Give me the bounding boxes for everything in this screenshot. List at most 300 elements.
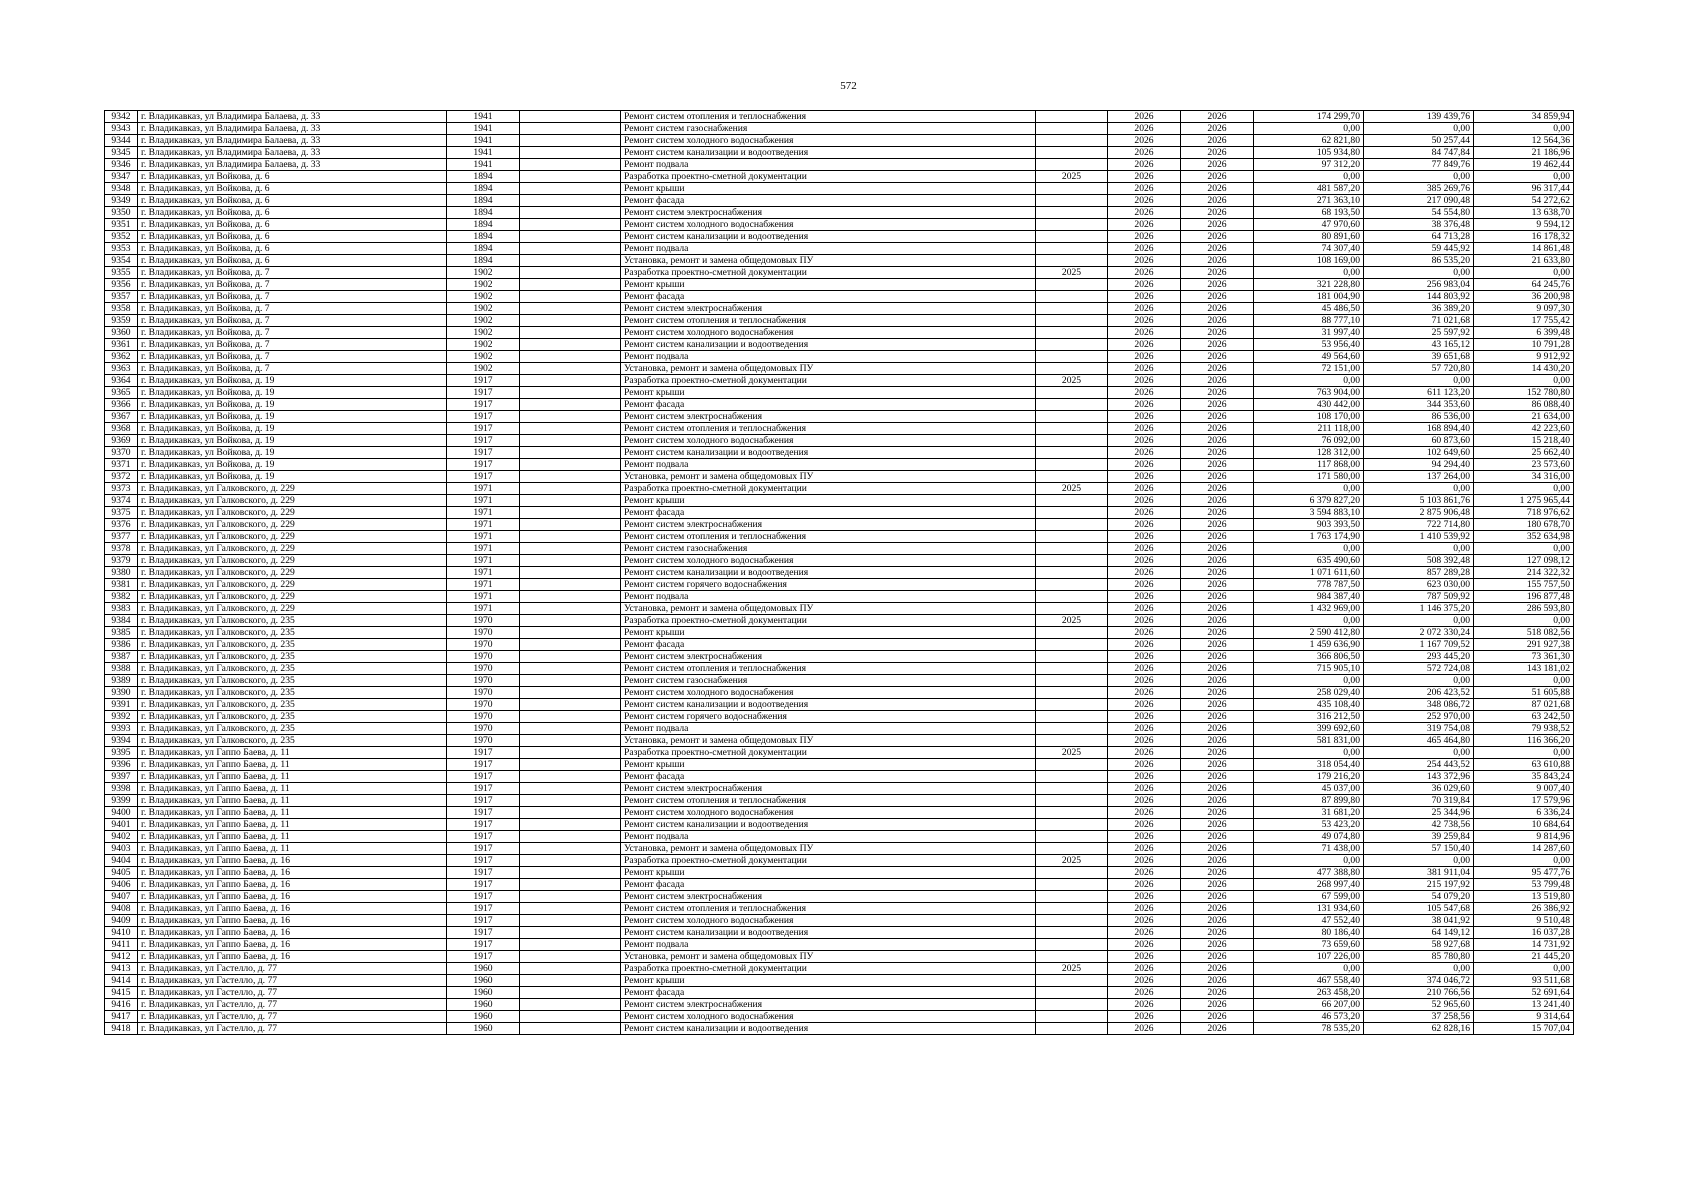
owner-share-cell: 19 462,44 xyxy=(1474,159,1574,171)
plan-end-year-cell: 2026 xyxy=(1181,495,1254,507)
owner-share-cell: 10 684,64 xyxy=(1474,819,1574,831)
work-type-cell: Ремонт подвала xyxy=(621,591,1036,603)
design-year-cell xyxy=(1036,639,1108,651)
address-cell: г. Владикавказ, ул Гастелло, д. 77 xyxy=(138,1011,447,1023)
owner-share-cell: 93 511,68 xyxy=(1474,975,1574,987)
row-number-cell: 9372 xyxy=(105,471,138,483)
total-cost-cell: 108 170,00 xyxy=(1254,411,1364,423)
empty-col-cell xyxy=(520,255,621,267)
owner-share-cell: 21 633,80 xyxy=(1474,255,1574,267)
fund-share-cell: 38 376,48 xyxy=(1364,219,1474,231)
plan-start-year-cell: 2026 xyxy=(1108,255,1181,267)
build-year-cell: 1971 xyxy=(447,531,520,543)
owner-share-cell: 21 634,00 xyxy=(1474,411,1574,423)
fund-share-cell: 77 849,76 xyxy=(1364,159,1474,171)
build-year-cell: 1971 xyxy=(447,567,520,579)
total-cost-cell: 2 590 412,80 xyxy=(1254,627,1364,639)
design-year-cell xyxy=(1036,351,1108,363)
address-cell: г. Владикавказ, ул Гаппо Баева, д. 11 xyxy=(138,843,447,855)
empty-col-cell xyxy=(520,771,621,783)
plan-end-year-cell: 2026 xyxy=(1181,831,1254,843)
empty-col-cell xyxy=(520,279,621,291)
fund-share-cell: 94 294,40 xyxy=(1364,459,1474,471)
design-year-cell xyxy=(1036,135,1108,147)
owner-share-cell: 86 088,40 xyxy=(1474,399,1574,411)
plan-end-year-cell: 2026 xyxy=(1181,891,1254,903)
owner-share-cell: 14 287,60 xyxy=(1474,843,1574,855)
row-number-cell: 9385 xyxy=(105,627,138,639)
owner-share-cell: 9 594,12 xyxy=(1474,219,1574,231)
row-number-cell: 9418 xyxy=(105,1023,138,1035)
build-year-cell: 1917 xyxy=(447,927,520,939)
plan-end-year-cell: 2026 xyxy=(1181,255,1254,267)
address-cell: г. Владикавказ, ул Войкова, д. 19 xyxy=(138,411,447,423)
address-cell: г. Владикавказ, ул Гаппо Баева, д. 16 xyxy=(138,951,447,963)
build-year-cell: 1917 xyxy=(447,891,520,903)
address-cell: г. Владикавказ, ул Гаппо Баева, д. 16 xyxy=(138,939,447,951)
fund-share-cell: 60 873,60 xyxy=(1364,435,1474,447)
plan-end-year-cell: 2026 xyxy=(1181,459,1254,471)
table-row xyxy=(105,267,1574,279)
address-cell: г. Владикавказ, ул Владимира Балаева, д. 33 xyxy=(138,147,447,159)
plan-end-year-cell: 2026 xyxy=(1181,951,1254,963)
owner-share-cell: 0,00 xyxy=(1474,123,1574,135)
plan-end-year-cell: 2026 xyxy=(1181,615,1254,627)
build-year-cell: 1917 xyxy=(447,471,520,483)
address-cell: г. Владикавказ, ул Владимира Балаева, д. 33 xyxy=(138,111,447,123)
total-cost-cell: 778 787,50 xyxy=(1254,579,1364,591)
empty-col-cell xyxy=(520,147,621,159)
address-cell: г. Владикавказ, ул Войкова, д. 19 xyxy=(138,423,447,435)
plan-start-year-cell: 2026 xyxy=(1108,735,1181,747)
row-number-cell: 9368 xyxy=(105,423,138,435)
row-number-cell: 9346 xyxy=(105,159,138,171)
work-type-cell: Ремонт систем электроснабжения xyxy=(621,519,1036,531)
build-year-cell: 1917 xyxy=(447,903,520,915)
fund-share-cell: 293 445,20 xyxy=(1364,651,1474,663)
fund-share-cell: 611 123,20 xyxy=(1364,387,1474,399)
total-cost-cell: 366 806,50 xyxy=(1254,651,1364,663)
address-cell: г. Владикавказ, ул Войкова, д. 7 xyxy=(138,291,447,303)
work-type-cell: Ремонт систем холодного водоснабжения xyxy=(621,915,1036,927)
address-cell: г. Владикавказ, ул Гаппо Баева, д. 16 xyxy=(138,927,447,939)
empty-col-cell xyxy=(520,951,621,963)
plan-end-year-cell: 2026 xyxy=(1181,339,1254,351)
build-year-cell: 1971 xyxy=(447,579,520,591)
work-type-cell: Разработка проектно-сметной документации xyxy=(621,375,1036,387)
total-cost-cell: 258 029,40 xyxy=(1254,687,1364,699)
fund-share-cell: 0,00 xyxy=(1364,375,1474,387)
work-type-cell: Ремонт фасада xyxy=(621,771,1036,783)
row-number-cell: 9377 xyxy=(105,531,138,543)
design-year-cell: 2025 xyxy=(1036,615,1108,627)
row-number-cell: 9364 xyxy=(105,375,138,387)
fund-share-cell: 0,00 xyxy=(1364,123,1474,135)
row-number-cell: 9351 xyxy=(105,219,138,231)
build-year-cell: 1971 xyxy=(447,555,520,567)
address-cell: г. Владикавказ, ул Гаппо Баева, д. 16 xyxy=(138,855,447,867)
fund-share-cell: 374 046,72 xyxy=(1364,975,1474,987)
empty-col-cell xyxy=(520,555,621,567)
fund-share-cell: 0,00 xyxy=(1364,171,1474,183)
fund-share-cell: 0,00 xyxy=(1364,267,1474,279)
design-year-cell xyxy=(1036,159,1108,171)
owner-share-cell: 9 314,64 xyxy=(1474,1011,1574,1023)
total-cost-cell: 399 692,60 xyxy=(1254,723,1364,735)
work-type-cell: Ремонт систем холодного водоснабжения xyxy=(621,807,1036,819)
plan-end-year-cell: 2026 xyxy=(1181,447,1254,459)
design-year-cell xyxy=(1036,219,1108,231)
table-row xyxy=(105,231,1574,243)
row-number-cell: 9411 xyxy=(105,939,138,951)
address-cell: г. Владикавказ, ул Войкова, д. 7 xyxy=(138,267,447,279)
fund-share-cell: 58 927,68 xyxy=(1364,939,1474,951)
total-cost-cell: 0,00 xyxy=(1254,267,1364,279)
work-type-cell: Ремонт систем отопления и теплоснабжения xyxy=(621,111,1036,123)
fund-share-cell: 50 257,44 xyxy=(1364,135,1474,147)
table-row xyxy=(105,171,1574,183)
work-type-cell: Ремонт систем холодного водоснабжения xyxy=(621,435,1036,447)
fund-share-cell: 623 030,00 xyxy=(1364,579,1474,591)
total-cost-cell: 318 054,40 xyxy=(1254,759,1364,771)
empty-col-cell xyxy=(520,987,621,999)
empty-col-cell xyxy=(520,327,621,339)
work-type-cell: Ремонт систем холодного водоснабжения xyxy=(621,555,1036,567)
plan-start-year-cell: 2026 xyxy=(1108,183,1181,195)
plan-start-year-cell: 2026 xyxy=(1108,195,1181,207)
plan-start-year-cell: 2026 xyxy=(1108,807,1181,819)
empty-col-cell xyxy=(520,639,621,651)
build-year-cell: 1894 xyxy=(447,207,520,219)
build-year-cell: 1960 xyxy=(447,1011,520,1023)
build-year-cell: 1970 xyxy=(447,687,520,699)
row-number-cell: 9413 xyxy=(105,963,138,975)
fund-share-cell: 62 828,16 xyxy=(1364,1023,1474,1035)
plan-end-year-cell: 2026 xyxy=(1181,903,1254,915)
plan-end-year-cell: 2026 xyxy=(1181,699,1254,711)
work-type-cell: Ремонт систем канализации и водоотведения xyxy=(621,147,1036,159)
plan-end-year-cell: 2026 xyxy=(1181,747,1254,759)
empty-col-cell xyxy=(520,1023,621,1035)
plan-start-year-cell: 2026 xyxy=(1108,603,1181,615)
plan-end-year-cell: 2026 xyxy=(1181,1011,1254,1023)
owner-share-cell: 143 181,02 xyxy=(1474,663,1574,675)
build-year-cell: 1941 xyxy=(447,135,520,147)
fund-share-cell: 85 780,80 xyxy=(1364,951,1474,963)
work-type-cell: Ремонт подвала xyxy=(621,351,1036,363)
row-number-cell: 9414 xyxy=(105,975,138,987)
plan-end-year-cell: 2026 xyxy=(1181,435,1254,447)
address-cell: г. Владикавказ, ул Войкова, д. 6 xyxy=(138,219,447,231)
row-number-cell: 9405 xyxy=(105,867,138,879)
fund-share-cell: 54 079,20 xyxy=(1364,891,1474,903)
row-number-cell: 9383 xyxy=(105,603,138,615)
owner-share-cell: 9 912,92 xyxy=(1474,351,1574,363)
design-year-cell xyxy=(1036,435,1108,447)
fund-share-cell: 215 197,92 xyxy=(1364,879,1474,891)
design-year-cell xyxy=(1036,123,1108,135)
plan-start-year-cell: 2026 xyxy=(1108,279,1181,291)
table-row xyxy=(105,975,1574,987)
build-year-cell: 1894 xyxy=(447,183,520,195)
table-row xyxy=(105,111,1574,123)
work-type-cell: Ремонт фасада xyxy=(621,195,1036,207)
build-year-cell: 1970 xyxy=(447,615,520,627)
build-year-cell: 1917 xyxy=(447,795,520,807)
owner-share-cell: 6 399,48 xyxy=(1474,327,1574,339)
work-type-cell: Установка, ремонт и замена общедомовых ПУ xyxy=(621,735,1036,747)
empty-col-cell xyxy=(520,375,621,387)
row-number-cell: 9408 xyxy=(105,903,138,915)
owner-share-cell: 0,00 xyxy=(1474,543,1574,555)
owner-share-cell: 21 186,96 xyxy=(1474,147,1574,159)
fund-share-cell: 0,00 xyxy=(1364,747,1474,759)
design-year-cell xyxy=(1036,987,1108,999)
table-row xyxy=(105,579,1574,591)
total-cost-cell: 45 486,50 xyxy=(1254,303,1364,315)
work-type-cell: Ремонт фасада xyxy=(621,987,1036,999)
owner-share-cell: 13 638,70 xyxy=(1474,207,1574,219)
total-cost-cell: 321 228,80 xyxy=(1254,279,1364,291)
table-row xyxy=(105,195,1574,207)
design-year-cell xyxy=(1036,399,1108,411)
row-number-cell: 9376 xyxy=(105,519,138,531)
total-cost-cell: 477 388,80 xyxy=(1254,867,1364,879)
owner-share-cell: 0,00 xyxy=(1474,615,1574,627)
table-row xyxy=(105,867,1574,879)
plan-end-year-cell: 2026 xyxy=(1181,519,1254,531)
design-year-cell xyxy=(1036,915,1108,927)
table-row xyxy=(105,351,1574,363)
design-year-cell xyxy=(1036,627,1108,639)
plan-start-year-cell: 2026 xyxy=(1108,831,1181,843)
plan-start-year-cell: 2026 xyxy=(1108,399,1181,411)
owner-share-cell: 9 814,96 xyxy=(1474,831,1574,843)
address-cell: г. Владикавказ, ул Войкова, д. 19 xyxy=(138,387,447,399)
fund-share-cell: 0,00 xyxy=(1364,855,1474,867)
fund-share-cell: 256 983,04 xyxy=(1364,279,1474,291)
fund-share-cell: 64 149,12 xyxy=(1364,927,1474,939)
design-year-cell xyxy=(1036,891,1108,903)
address-cell: г. Владикавказ, ул Войкова, д. 7 xyxy=(138,327,447,339)
owner-share-cell: 54 272,62 xyxy=(1474,195,1574,207)
build-year-cell: 1917 xyxy=(447,387,520,399)
plan-end-year-cell: 2026 xyxy=(1181,843,1254,855)
empty-col-cell xyxy=(520,171,621,183)
empty-col-cell xyxy=(520,627,621,639)
plan-end-year-cell: 2026 xyxy=(1181,795,1254,807)
plan-start-year-cell: 2026 xyxy=(1108,543,1181,555)
total-cost-cell: 74 307,40 xyxy=(1254,243,1364,255)
empty-col-cell xyxy=(520,483,621,495)
plan-start-year-cell: 2026 xyxy=(1108,435,1181,447)
build-year-cell: 1960 xyxy=(447,1023,520,1035)
table-row xyxy=(105,495,1574,507)
work-type-cell: Установка, ремонт и замена общедомовых ПУ xyxy=(621,471,1036,483)
work-type-cell: Ремонт систем отопления и теплоснабжения xyxy=(621,423,1036,435)
row-number-cell: 9416 xyxy=(105,999,138,1011)
row-number-cell: 9381 xyxy=(105,579,138,591)
build-year-cell: 1894 xyxy=(447,171,520,183)
table-row xyxy=(105,399,1574,411)
table-row xyxy=(105,927,1574,939)
plan-start-year-cell: 2026 xyxy=(1108,999,1181,1011)
owner-share-cell: 352 634,98 xyxy=(1474,531,1574,543)
build-year-cell: 1970 xyxy=(447,735,520,747)
empty-col-cell xyxy=(520,615,621,627)
row-number-cell: 9402 xyxy=(105,831,138,843)
row-number-cell: 9373 xyxy=(105,483,138,495)
work-type-cell: Ремонт подвала xyxy=(621,939,1036,951)
design-year-cell xyxy=(1036,651,1108,663)
total-cost-cell: 0,00 xyxy=(1254,543,1364,555)
table-row xyxy=(105,687,1574,699)
table-row xyxy=(105,603,1574,615)
row-number-cell: 9391 xyxy=(105,699,138,711)
owner-share-cell: 52 691,64 xyxy=(1474,987,1574,999)
row-number-cell: 9394 xyxy=(105,735,138,747)
table-row xyxy=(105,855,1574,867)
owner-share-cell: 152 780,80 xyxy=(1474,387,1574,399)
address-cell: г. Владикавказ, ул Владимира Балаева, д. 33 xyxy=(138,159,447,171)
plan-start-year-cell: 2026 xyxy=(1108,951,1181,963)
design-year-cell xyxy=(1036,567,1108,579)
total-cost-cell: 984 387,40 xyxy=(1254,591,1364,603)
table-row xyxy=(105,207,1574,219)
empty-col-cell xyxy=(520,1011,621,1023)
owner-share-cell: 1 275 965,44 xyxy=(1474,495,1574,507)
table-row xyxy=(105,243,1574,255)
row-number-cell: 9412 xyxy=(105,951,138,963)
fund-share-cell: 59 445,92 xyxy=(1364,243,1474,255)
plan-start-year-cell: 2026 xyxy=(1108,447,1181,459)
table-row xyxy=(105,711,1574,723)
plan-end-year-cell: 2026 xyxy=(1181,915,1254,927)
build-year-cell: 1917 xyxy=(447,807,520,819)
total-cost-cell: 117 868,00 xyxy=(1254,459,1364,471)
plan-end-year-cell: 2026 xyxy=(1181,591,1254,603)
work-type-cell: Ремонт подвала xyxy=(621,459,1036,471)
work-type-cell: Установка, ремонт и замена общедомовых ПУ xyxy=(621,603,1036,615)
build-year-cell: 1894 xyxy=(447,243,520,255)
plan-start-year-cell: 2026 xyxy=(1108,771,1181,783)
work-type-cell: Установка, ремонт и замена общедомовых ПУ xyxy=(621,843,1036,855)
table-row xyxy=(105,159,1574,171)
table-row xyxy=(105,591,1574,603)
total-cost-cell: 72 151,00 xyxy=(1254,363,1364,375)
design-year-cell xyxy=(1036,735,1108,747)
address-cell: г. Владикавказ, ул Гаппо Баева, д. 16 xyxy=(138,903,447,915)
design-year-cell xyxy=(1036,867,1108,879)
address-cell: г. Владикавказ, ул Галковского, д. 235 xyxy=(138,723,447,735)
table-row xyxy=(105,531,1574,543)
plan-start-year-cell: 2026 xyxy=(1108,975,1181,987)
build-year-cell: 1970 xyxy=(447,639,520,651)
work-type-cell: Ремонт подвала xyxy=(621,159,1036,171)
total-cost-cell: 1 071 611,60 xyxy=(1254,567,1364,579)
table-row xyxy=(105,411,1574,423)
empty-col-cell xyxy=(520,651,621,663)
address-cell: г. Владикавказ, ул Гаппо Баева, д. 11 xyxy=(138,759,447,771)
work-type-cell: Ремонт систем канализации и водоотведения xyxy=(621,339,1036,351)
plan-start-year-cell: 2026 xyxy=(1108,123,1181,135)
build-year-cell: 1894 xyxy=(447,195,520,207)
design-year-cell: 2025 xyxy=(1036,747,1108,759)
build-year-cell: 1917 xyxy=(447,459,520,471)
design-year-cell xyxy=(1036,663,1108,675)
total-cost-cell: 467 558,40 xyxy=(1254,975,1364,987)
empty-col-cell xyxy=(520,111,621,123)
build-year-cell: 1917 xyxy=(447,411,520,423)
build-year-cell: 1902 xyxy=(447,267,520,279)
table-row xyxy=(105,483,1574,495)
plan-start-year-cell: 2026 xyxy=(1108,939,1181,951)
address-cell: г. Владикавказ, ул Галковского, д. 229 xyxy=(138,567,447,579)
plan-end-year-cell: 2026 xyxy=(1181,999,1254,1011)
empty-col-cell xyxy=(520,459,621,471)
work-type-cell: Ремонт систем канализации и водоотведения xyxy=(621,231,1036,243)
fund-share-cell: 0,00 xyxy=(1364,543,1474,555)
plan-end-year-cell: 2026 xyxy=(1181,531,1254,543)
design-year-cell xyxy=(1036,831,1108,843)
row-number-cell: 9375 xyxy=(105,507,138,519)
address-cell: г. Владикавказ, ул Гаппо Баева, д. 11 xyxy=(138,795,447,807)
fund-share-cell: 381 911,04 xyxy=(1364,867,1474,879)
work-type-cell: Ремонт систем электроснабжения xyxy=(621,891,1036,903)
plan-end-year-cell: 2026 xyxy=(1181,927,1254,939)
owner-share-cell: 26 386,92 xyxy=(1474,903,1574,915)
plan-end-year-cell: 2026 xyxy=(1181,603,1254,615)
fund-share-cell: 254 443,52 xyxy=(1364,759,1474,771)
owner-share-cell: 95 477,76 xyxy=(1474,867,1574,879)
fund-share-cell: 39 259,84 xyxy=(1364,831,1474,843)
fund-share-cell: 1 410 539,92 xyxy=(1364,531,1474,543)
total-cost-cell: 271 363,10 xyxy=(1254,195,1364,207)
total-cost-cell: 46 573,20 xyxy=(1254,1011,1364,1023)
address-cell: г. Владикавказ, ул Гаппо Баева, д. 16 xyxy=(138,879,447,891)
row-number-cell: 9401 xyxy=(105,819,138,831)
plan-end-year-cell: 2026 xyxy=(1181,543,1254,555)
fund-share-cell: 105 547,68 xyxy=(1364,903,1474,915)
empty-col-cell xyxy=(520,915,621,927)
empty-col-cell xyxy=(520,507,621,519)
plan-start-year-cell: 2026 xyxy=(1108,723,1181,735)
build-year-cell: 1917 xyxy=(447,855,520,867)
plan-start-year-cell: 2026 xyxy=(1108,879,1181,891)
owner-share-cell: 0,00 xyxy=(1474,171,1574,183)
total-cost-cell: 87 899,80 xyxy=(1254,795,1364,807)
plan-start-year-cell: 2026 xyxy=(1108,423,1181,435)
address-cell: г. Владикавказ, ул Галковского, д. 235 xyxy=(138,615,447,627)
fund-share-cell: 137 264,00 xyxy=(1364,471,1474,483)
row-number-cell: 9367 xyxy=(105,411,138,423)
plan-start-year-cell: 2026 xyxy=(1108,303,1181,315)
design-year-cell xyxy=(1036,1011,1108,1023)
address-cell: г. Владикавказ, ул Галковского, д. 229 xyxy=(138,519,447,531)
total-cost-cell: 0,00 xyxy=(1254,963,1364,975)
address-cell: г. Владикавказ, ул Гаппо Баева, д. 11 xyxy=(138,807,447,819)
plan-end-year-cell: 2026 xyxy=(1181,939,1254,951)
work-type-cell: Разработка проектно-сметной документации xyxy=(621,855,1036,867)
table-row xyxy=(105,987,1574,999)
empty-col-cell xyxy=(520,123,621,135)
build-year-cell: 1971 xyxy=(447,591,520,603)
plan-start-year-cell: 2026 xyxy=(1108,339,1181,351)
plan-start-year-cell: 2026 xyxy=(1108,915,1181,927)
fund-share-cell: 25 597,92 xyxy=(1364,327,1474,339)
work-type-cell: Ремонт систем холодного водоснабжения xyxy=(621,135,1036,147)
total-cost-cell: 903 393,50 xyxy=(1254,519,1364,531)
